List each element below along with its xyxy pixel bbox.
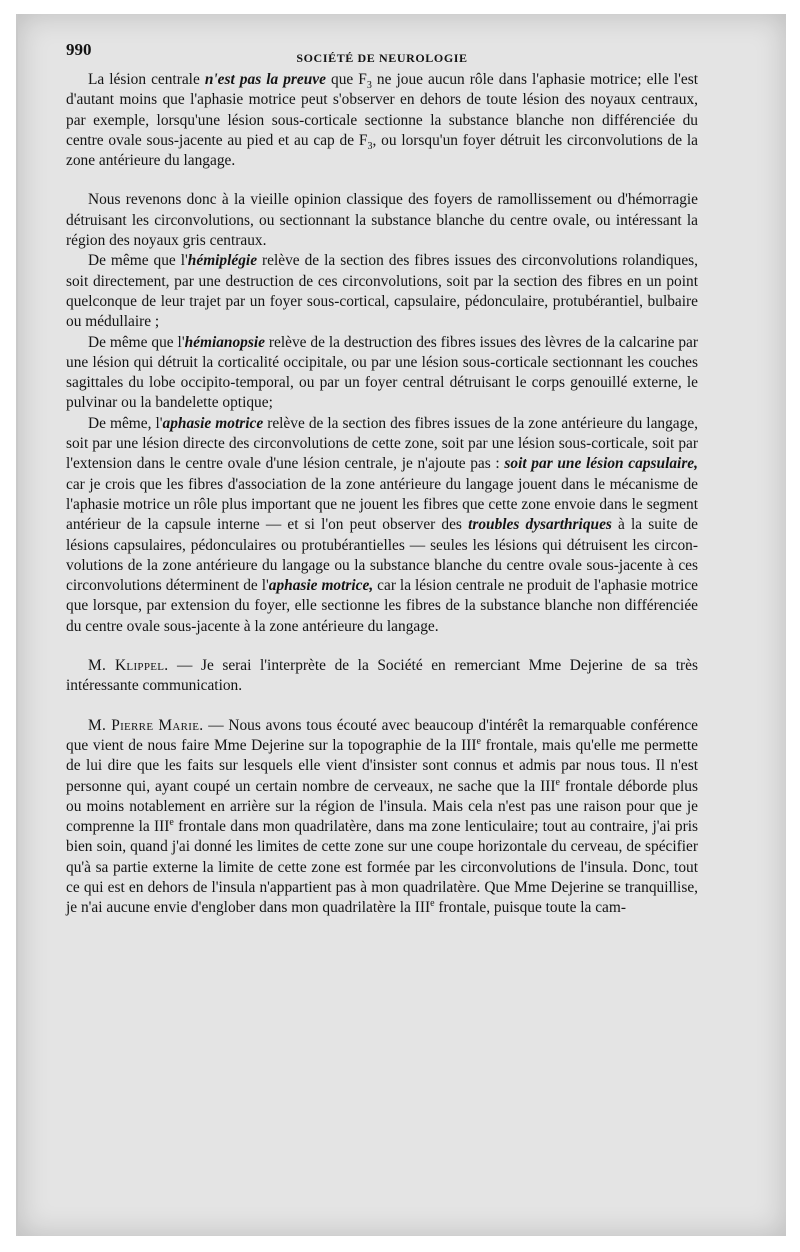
text-run: que F <box>325 71 367 88</box>
text-run: De même que l' <box>88 252 188 270</box>
text-run: frontale, puisque toute la cam- <box>434 899 626 917</box>
page-header <box>66 40 698 70</box>
superscript: e <box>430 898 435 910</box>
superscript: e <box>476 735 481 747</box>
running-head: SOCIÉTÉ DE NEUROLOGIE <box>296 51 468 65</box>
speaker-name: M. Klippel. <box>88 657 169 675</box>
paragraph-3 <box>66 251 698 332</box>
superscript: e <box>555 776 560 788</box>
emphasis: troubles dysarthriques <box>468 516 612 534</box>
text-run: à la suite de lésions capsulaires, pédonculaires ou protubérantielles — seules les lésions qui détruisent les circonvolutions de la zone antérieure du langage ou la substance blanche du centre ovale sous-jacente à ces circonvolutions déterminent de l' <box>66 516 698 595</box>
text-run: relève de la destruction des fibres issues des lèvres de la calcarine par une lésion qui détruit la corticalité occipitale, ou par une lésion sous-corticale sectionnant les couches sagittales du lobe occipito-temporal, ou par un foyer central détruisant le corps genouillé externe, le pulvinar ou la bandelette optique; <box>66 333 698 412</box>
emphasis: hémiplégie <box>187 252 258 270</box>
superscript: e <box>169 816 174 828</box>
text-run: — Je serai l'interprète de la Société en remerciant Mme Dejerine de sa très intéressante communication. <box>66 657 699 695</box>
paragraph-pierre-marie <box>66 716 698 919</box>
paragraph-1 <box>66 70 698 171</box>
text-run: frontale dans mon quadrilatère, dans ma zone lenticulaire; tout au contraire, j'ai pris bien soin, quand j'ai donné les limites de cette zone sur une coupe horizontale du cerveau, de spécifier qu'à sa partie externe la limite de cette zone est formée par les circonvolutions de l'insula. Donc, tout ce qui est en dehors de l'insula n'appartient pas à mon quadrilatère. Que Mme Dejerine se tranquillise, je n'ai aucune envie d'englober dans mon quadrilatère la III <box>66 818 698 917</box>
paragraph-2: Nous revenons donc à la vieille opinion classique des foyers de ramollissement ou d'hémorragie détruisant les circonvolutions, ou sectionnant la substance blanche du centre ovale, ou intéressant la région des noyaux gris centraux. <box>66 191 698 250</box>
text-run: De même que l' <box>88 333 185 351</box>
text-run: , ou lorsqu'un foyer détruit les circonvolutions de la zone antérieure du langage. <box>66 131 698 170</box>
text-run: car la lésion centrale ne produit de l'aphasie motrice que lorsque, par extension du foyer, elle sectionne les fibres de la substance blanche non différenciée du centre ovale sous-jacente à la zone antérieure du langage. <box>66 577 699 635</box>
emphasis: hémianopsie <box>184 333 265 351</box>
subscript: 3 <box>367 140 373 152</box>
text-run: De même, l' <box>88 414 163 432</box>
text-run: La lésion centrale <box>88 71 205 88</box>
text-run: — Nous avons tous écouté avec beaucoup d'intérêt la remarquable conférence que vient de nous faire Mme Dejerine sur la topographie de la III <box>66 716 698 754</box>
text-run: relève de la section des fibres issues de la zone antérieure du langage, soit par une lésion directe des circonvolutions de cette zone, soit par une lésion sous-corticale, soit par l'extension dans le centre ovale d'une lésion centrale, je n'ajoute pas : <box>66 414 698 473</box>
speaker-name: M. Pierre Marie. <box>88 716 204 734</box>
text-run: frontale déborde plus ou moins notablement en arrière sur la région de l'insula. Mais cela n'est pas une raison pour que je comprenne la III <box>66 777 698 836</box>
paragraph-5 <box>66 414 698 637</box>
paragraph-klippel <box>66 656 698 697</box>
emphasis: soit par une lésion capsulaire, <box>504 455 698 473</box>
emphasis: aphasie motrice <box>162 414 264 432</box>
text-run: frontale, mais qu'elle me permette de lui dire que les faits sur lesquels elle vient d'insister sont connus et admis par nous tous. Il n'est personne qui, ayant coupé un certain nombre de cerveaux, ne sache que la III <box>66 736 698 795</box>
emphasis: aphasie motrice, <box>268 577 374 595</box>
document-page <box>66 40 698 919</box>
paragraph-4 <box>66 333 698 414</box>
subscript: 3 <box>366 80 372 92</box>
emphasis: n'est pas la preuve <box>204 71 326 88</box>
text-run: car je crois que les fibres d'association de la zone antérieure du langage jouent dans le mécanisme de l'aphasie motrice un rôle plus important que ne jouent les fibres que cette zone envoie dans le segment antérieur de la capsule interne — et si l'on peut observer des <box>66 475 698 534</box>
page-number: 990 <box>66 40 92 59</box>
text-run: ne joue aucun rôle dans l'aphasie motrice; elle l'est d'autant moins que l'aphasie motrice peut s'observer en dehors de toute lésion des noyaux centraux, par exemple, lorsqu'une lésion sous-corticale sectionne la substance blanche non différenciée du centre ovale sous-jacente au pied et au cap de F <box>66 71 698 149</box>
text-run: relève de la section des fibres issues des circonvolutions rolandiques, soit directement, par une destruction de ces circonvolutions, soit par la section des fibres en un point quelconque de leur trajet par un foyer sous-cortical, capsulaire, pédonculaire, protubérantiel, bulbaire ou médullaire ; <box>66 252 698 331</box>
